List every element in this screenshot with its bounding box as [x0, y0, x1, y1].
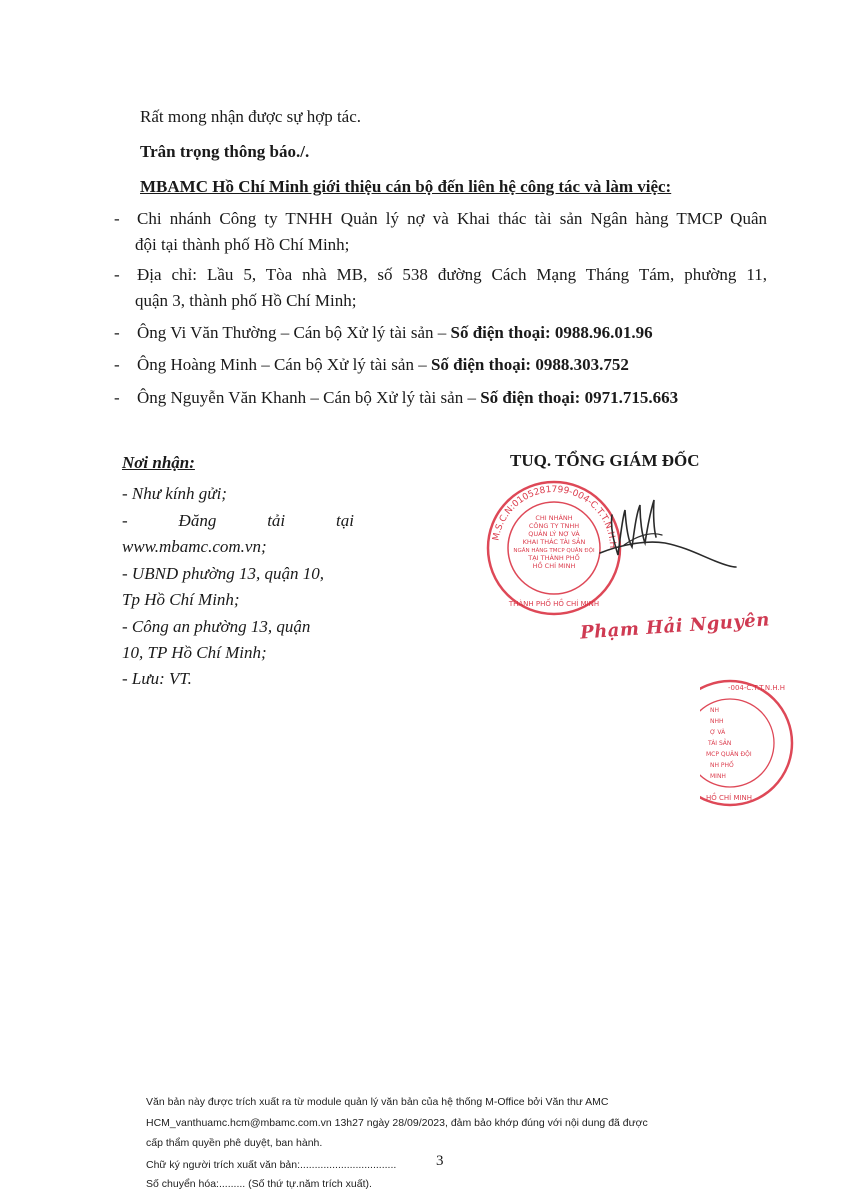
list-dash: -	[114, 323, 120, 342]
contact-person: Ông Vi Văn Thường – Cán bộ Xử lý tài sản –	[137, 323, 451, 342]
branch-item	[137, 206, 767, 258]
cooperation-line: Rất mong nhận được sự hợp tác.	[140, 107, 362, 126]
recipient-line: 10, TP Hồ Chí Minh;	[122, 643, 267, 662]
regards-line: Trân trọng thông báo./.	[140, 142, 310, 161]
svg-text:HỒ CHÍ MINH: HỒ CHÍ MINH	[706, 794, 753, 802]
signature-title: TUQ. TỔNG GIÁM ĐỐC	[510, 451, 700, 470]
svg-text:M.S.C.N:0105281799-004-C.T.T.N: M.S.C.N:0105281799-004-C.T.T.N.H.H	[491, 484, 618, 549]
branch-line-1: Chi nhánh Công ty TNHH Quản lý nợ và Khai thác tài sản Ngân hàng TMCP Quân	[137, 209, 767, 228]
address-line-1: Địa chỉ: Lầu 5, Tòa nhà MB, số 538 đường Cách Mạng Tháng Tám, phường 11,	[137, 265, 767, 284]
contact-phone: Số điện thoại: 0988.96.01.96	[450, 323, 653, 342]
recipient-website: www.mbamc.com.vn;	[122, 537, 267, 556]
recipient-item	[122, 614, 354, 666]
footer-line: HCM_vanthuamc.hcm@mbamc.com.vn 13h27 ngày 28/09/2023, đảm bảo khớp đúng với nội dung đã được	[146, 1117, 648, 1129]
contact-item	[137, 385, 678, 411]
footer-line: cấp thẩm quyền phê duyệt, ban hành.	[146, 1137, 323, 1149]
list-dash: -	[114, 265, 120, 284]
recipient-item: - Như kính gửi;	[122, 484, 227, 503]
footer-line: Chữ ký người trích xuất văn bản:.................................	[146, 1159, 397, 1171]
svg-text:CHI NHÁNH: CHI NHÁNH	[535, 514, 573, 522]
address-line-2: quận 3, thành phố Hồ Chí Minh;	[135, 291, 357, 310]
svg-text:NGÂN HÀNG TMCP QUÂN ĐỘI: NGÂN HÀNG TMCP QUÂN ĐỘI	[513, 548, 595, 554]
svg-text:MCP QUÂN ĐỘI: MCP QUÂN ĐỘI	[706, 751, 752, 758]
svg-text:Ợ VÀ: Ợ VÀ	[710, 729, 726, 736]
address-item	[137, 262, 767, 314]
recipient-item	[122, 561, 354, 613]
contact-phone: Số điện thoại: 0971.715.663	[480, 388, 679, 407]
intro-heading: MBAMC Hồ Chí Minh giới thiệu cán bộ đến liên hệ công tác và làm việc:	[140, 177, 672, 196]
recipient-word: -	[122, 511, 128, 530]
recipient-line: - Công an phường 13, quận	[122, 617, 311, 636]
svg-text:TÀI SẢN: TÀI SẢN	[708, 740, 732, 747]
svg-text:CÔNG TY TNHH: CÔNG TY TNHH	[528, 522, 580, 530]
recipient-line-justified	[122, 508, 354, 534]
recipient-item	[122, 508, 354, 560]
footer-line: Số chuyển hóa:......... (Số thứ tự.năm trích xuất).	[146, 1178, 372, 1190]
recipient-word: tải	[267, 511, 286, 530]
svg-text:MINH: MINH	[710, 773, 726, 780]
svg-text:NH PHỐ: NH PHỐ	[710, 762, 734, 769]
svg-text:TẠI THÀNH PHỐ: TẠI THÀNH PHỐ	[528, 554, 580, 562]
page-number: 3	[436, 1153, 444, 1169]
svg-text:-004-C.T.T.N.H.H: -004-C.T.T.N.H.H	[728, 684, 785, 692]
recipient-word: Đăng	[178, 511, 217, 530]
contact-phone: Số điện thoại: 0988.303.752	[430, 355, 629, 374]
svg-text:NH: NH	[710, 707, 719, 714]
contact-item	[137, 320, 653, 346]
list-dash: -	[114, 388, 120, 407]
svg-text:HỒ CHÍ MINH: HỒ CHÍ MINH	[532, 562, 576, 570]
branch-line-2: đội tại thành phố Hồ Chí Minh;	[135, 235, 350, 254]
svg-text:QUẢN LÝ NỢ VÀ: QUẢN LÝ NỢ VÀ	[528, 530, 580, 538]
list-dash: -	[114, 355, 120, 374]
recipient-word: tại	[336, 511, 354, 530]
svg-text:NHH: NHH	[710, 718, 724, 725]
recipient-line: Tp Hồ Chí Minh;	[122, 590, 240, 609]
recipient-line: - UBND phường 13, quận 10,	[122, 564, 325, 583]
recipients-heading: Nơi nhận:	[122, 453, 195, 472]
footer-line: Văn bản này được trích xuất ra từ module quản lý văn bản của hệ thống M-Office bởi Văn thư AMC	[146, 1096, 609, 1108]
svg-text:KHAI THÁC TÀI SẢN: KHAI THÁC TÀI SẢN	[522, 538, 586, 546]
svg-text:THÀNH PHỐ HỒ CHÍ MINH: THÀNH PHỐ HỒ CHÍ MINH	[508, 600, 600, 608]
signer-name: Phạm Hải Nguyên	[579, 609, 771, 644]
recipient-item: - Lưu: VT.	[122, 669, 192, 688]
list-dash: -	[114, 209, 120, 228]
contact-item	[137, 352, 629, 378]
contact-person: Ông Hoàng Minh – Cán bộ Xử lý tài sản –	[137, 355, 431, 374]
handwritten-signature	[590, 485, 740, 580]
partial-stamp	[700, 676, 796, 810]
contact-person: Ông Nguyễn Văn Khanh – Cán bộ Xử lý tài sản –	[137, 388, 481, 407]
